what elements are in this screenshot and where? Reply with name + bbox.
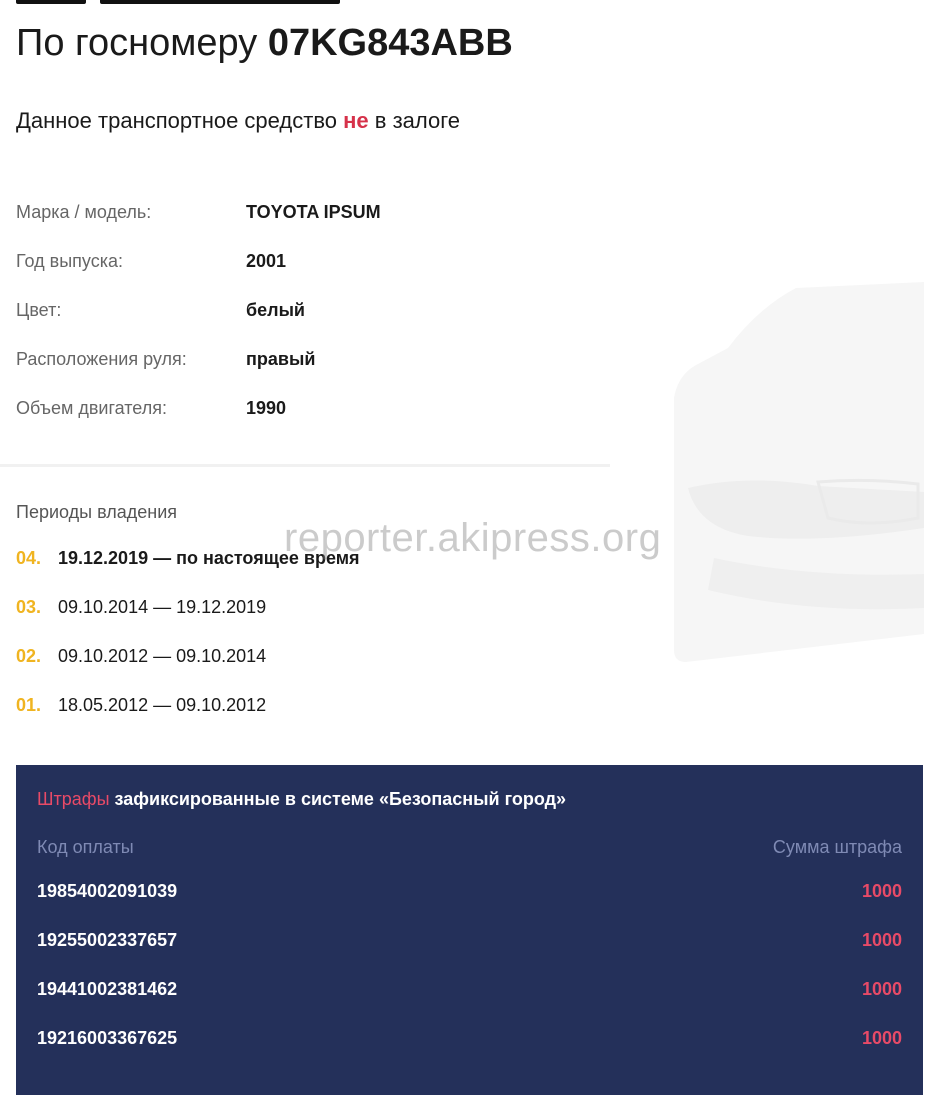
truncated-heading: [16, 0, 536, 4]
period-number: 02.: [16, 646, 42, 666]
fine-amount: 1000: [861, 1028, 902, 1048]
period-dates: 09.10.2012 — 09.10.2014: [58, 646, 267, 666]
section-divider: [0, 464, 610, 467]
column-header-amount: Сумма штрафа: [772, 837, 902, 857]
spec-value: правый: [246, 349, 316, 369]
period-dates: 19.12.2019 — по настоящее время: [58, 548, 360, 568]
spec-label: Год выпуска:: [16, 251, 123, 271]
payment-code: 19255002337657: [37, 930, 178, 950]
pledge-status-before: Данное транспортное средство: [16, 108, 337, 133]
spec-value: 1990: [246, 398, 287, 418]
spec-label: Марка / модель:: [16, 202, 152, 222]
spec-label: Цвет:: [16, 300, 62, 320]
fines-table-header: [37, 837, 902, 858]
title-prefix: По госномеру: [16, 22, 258, 64]
payment-code: 19854002091039: [37, 881, 178, 901]
spec-row: [16, 349, 616, 398]
car-silhouette-icon: [668, 278, 924, 668]
fine-amount: 1000: [861, 979, 902, 999]
spec-row: [16, 202, 616, 251]
ownership-periods: [16, 548, 360, 744]
vehicle-specs: [16, 202, 616, 447]
ownership-period-row: [16, 597, 360, 646]
table-row: [37, 979, 902, 1028]
spec-value: TOYOTA IPSUM: [246, 202, 381, 222]
period-dates: 09.10.2014 — 19.12.2019: [58, 597, 267, 617]
fine-amount: 1000: [861, 930, 902, 950]
table-row: [37, 881, 902, 930]
spec-value: белый: [246, 300, 306, 320]
period-number: 03.: [16, 597, 42, 617]
fines-title-rest: зафиксированные в системе «Безопасный город»: [114, 789, 567, 809]
ownership-period-row: [16, 646, 360, 695]
spec-row: [16, 251, 616, 300]
ownership-title: Периоды владения: [16, 502, 177, 522]
spec-label: Расположения руля:: [16, 349, 187, 369]
spec-label: Объем двигателя:: [16, 398, 167, 418]
table-row: [37, 930, 902, 979]
spec-row: [16, 300, 616, 349]
spec-value: 2001: [246, 251, 287, 271]
spec-row: [16, 398, 616, 447]
pledge-status-after: в залоге: [374, 108, 460, 133]
page-title: [16, 22, 513, 65]
fines-table: [37, 881, 902, 1077]
ownership-period-row: [16, 695, 360, 744]
plate-number: 07KG843ABB: [267, 22, 513, 64]
column-header-code: Код оплаты: [37, 837, 134, 857]
pledge-status-negation: не: [343, 108, 369, 133]
period-number: 04.: [16, 548, 42, 568]
pledge-status: [16, 108, 460, 134]
fines-title: [37, 789, 566, 810]
fine-amount: 1000: [861, 881, 902, 901]
fines-title-accent: Штрафы: [37, 789, 110, 809]
period-dates: 18.05.2012 — 09.10.2012: [58, 695, 267, 715]
fines-panel: [16, 765, 923, 1095]
period-number: 01.: [16, 695, 42, 715]
payment-code: 19216003367625: [37, 1028, 178, 1048]
table-row: [37, 1028, 902, 1077]
payment-code: 19441002381462: [37, 979, 178, 999]
watermark-text: reporter.akipress.org: [284, 516, 662, 560]
